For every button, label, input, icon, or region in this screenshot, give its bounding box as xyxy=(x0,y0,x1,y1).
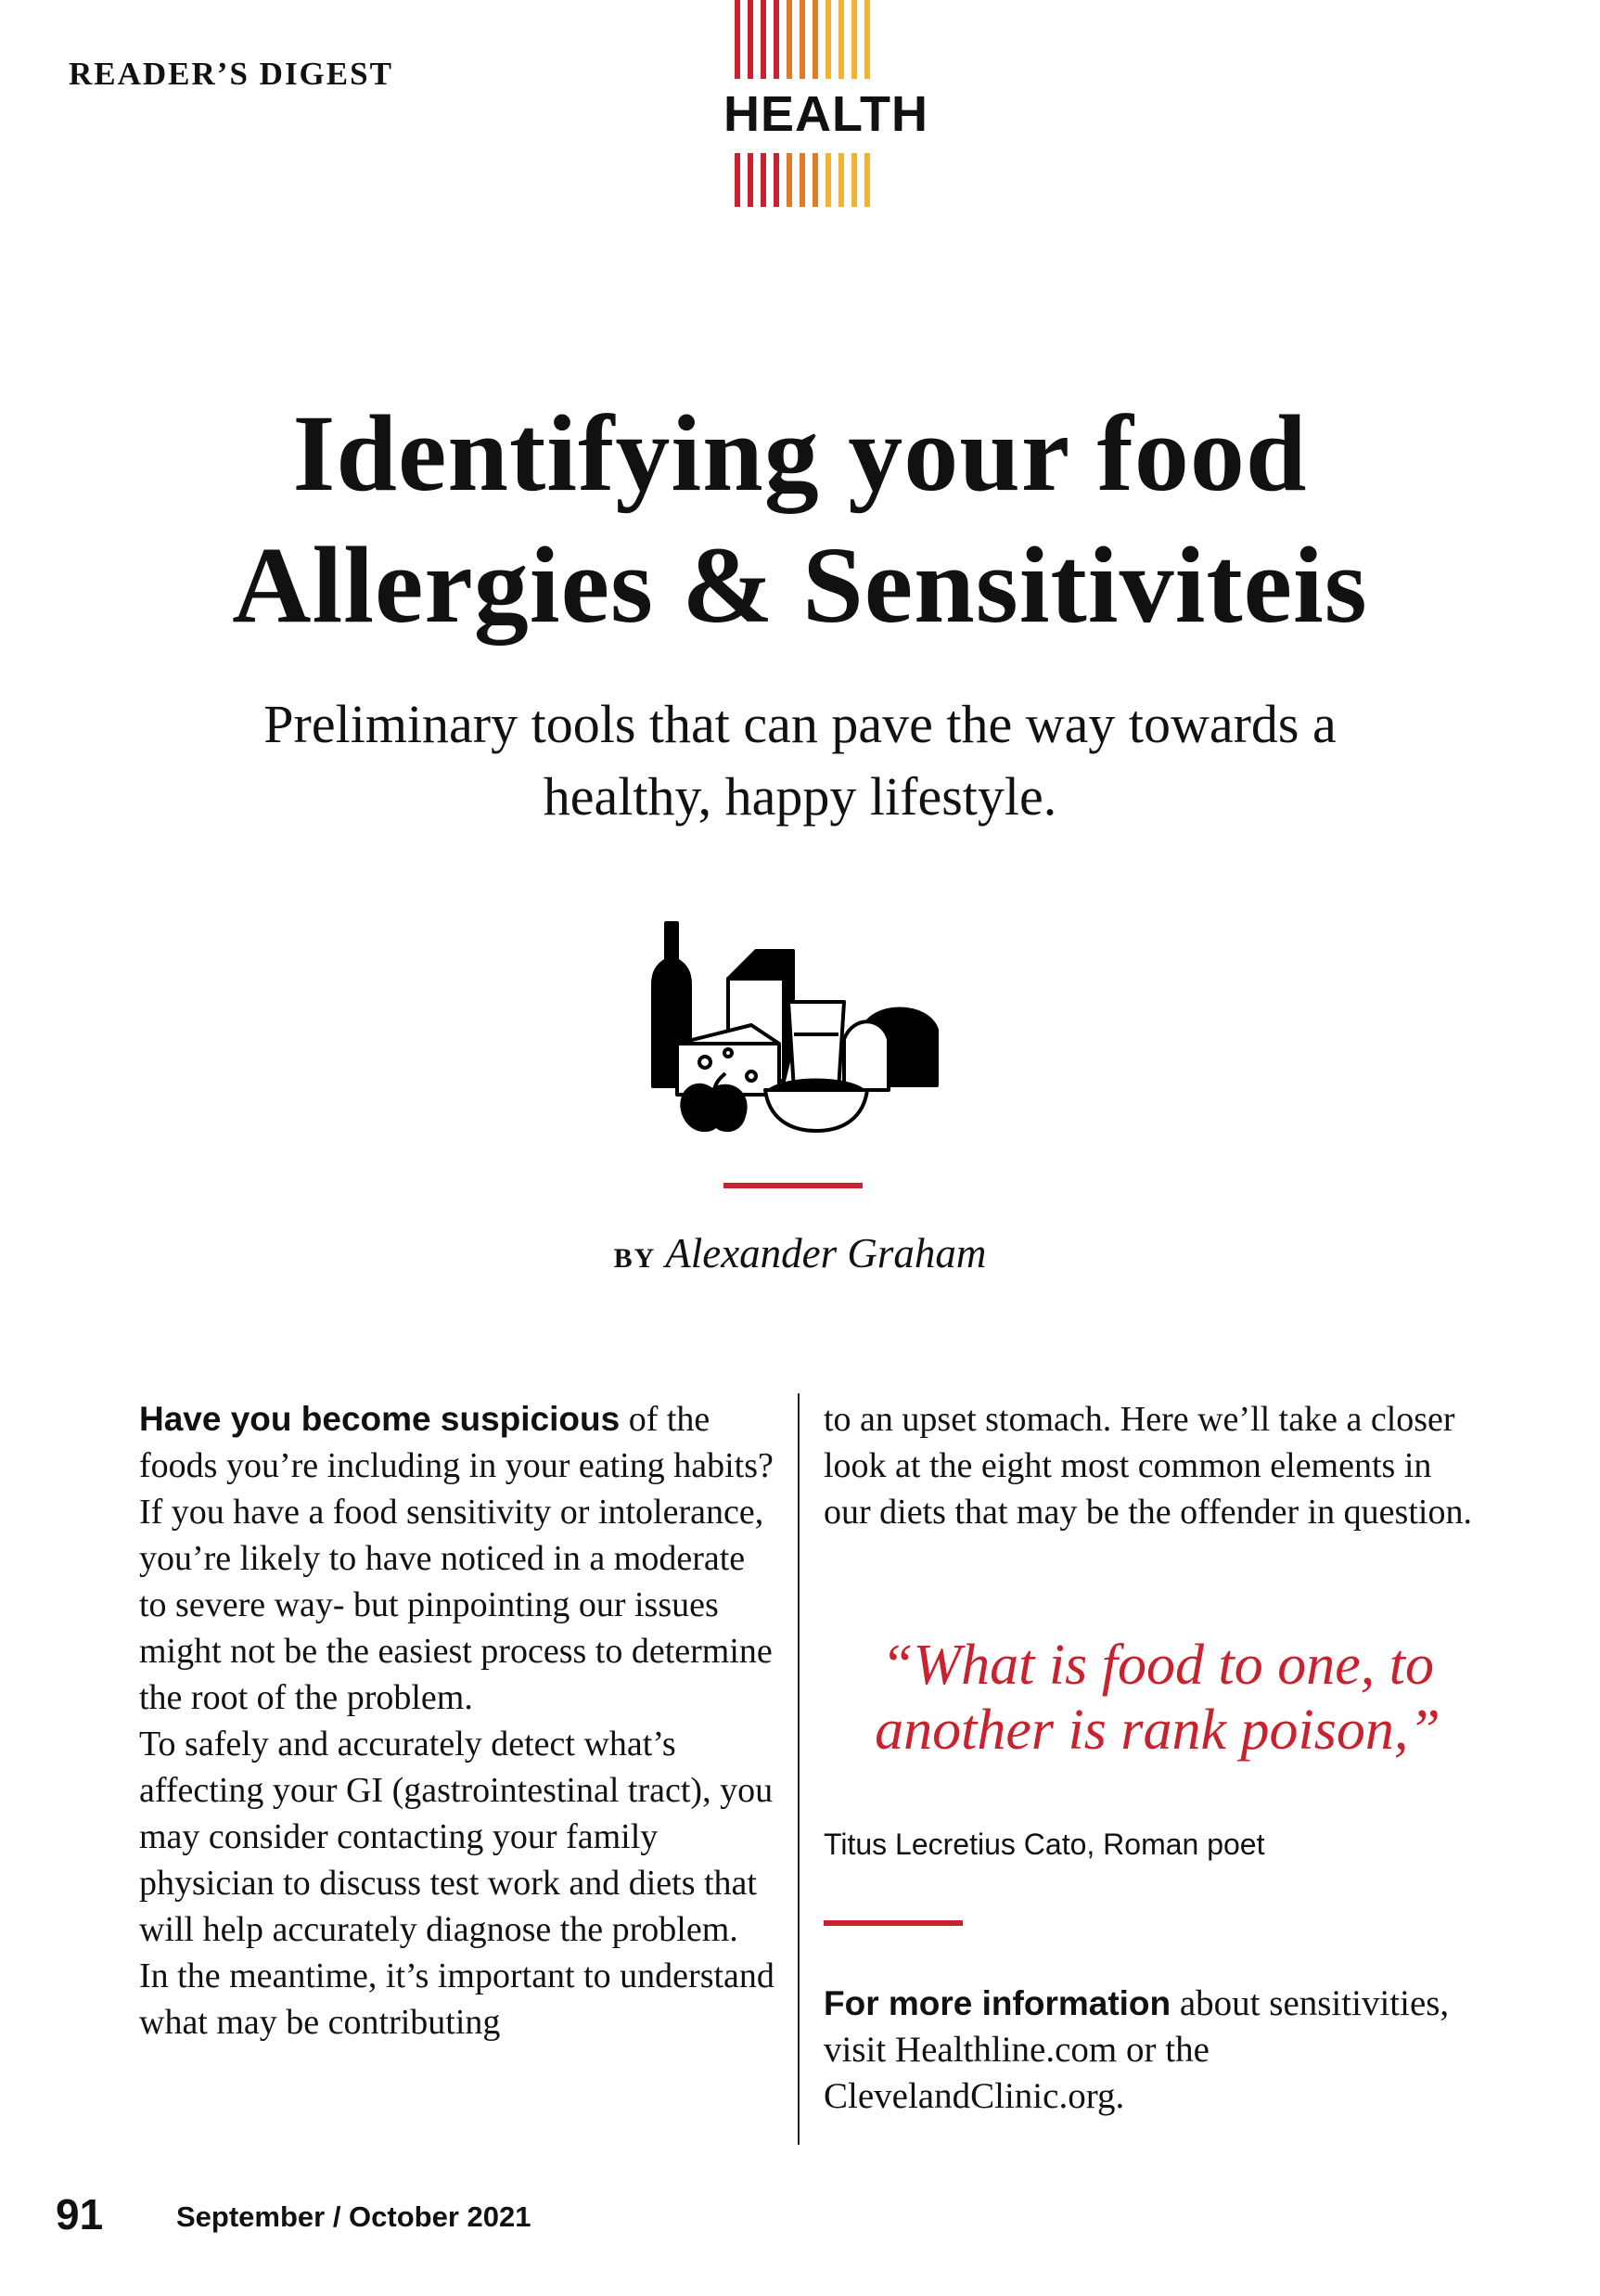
subtitle-line-2: healthy, happy lifestyle. xyxy=(543,766,1057,827)
section-stripe xyxy=(735,153,740,207)
section-stripe xyxy=(774,0,779,79)
title-line-2: Allergies & Sensitiviteis xyxy=(232,524,1368,646)
section-stripe xyxy=(800,153,805,207)
article-subtitle xyxy=(139,688,1461,833)
section-stripe xyxy=(787,0,792,79)
byline xyxy=(427,1229,1173,1277)
quote-attribution: Titus Lecretius Cato, Roman poet xyxy=(824,1828,1265,1861)
body-column-right xyxy=(824,1396,1473,1535)
author-name: Alexander Graham xyxy=(665,1230,987,1276)
section-stripe xyxy=(838,0,844,79)
section-stripe xyxy=(748,0,753,79)
byline-prefix: BY xyxy=(613,1243,657,1274)
section-stripe xyxy=(813,0,818,79)
body-paragraph: In the meantime, it’s important to understand what may be contributing xyxy=(139,1956,774,2042)
more-info xyxy=(824,1981,1473,2120)
section-stripe xyxy=(800,0,805,79)
section-stripe xyxy=(748,153,753,207)
section-stripe xyxy=(826,153,831,207)
body-paragraph: To safely and accurately detect what’s affecting your GI (gastrointestinal tract), you may consider contacting your family physician to discuss test work and diets that will help accurately diagnose the problem. xyxy=(139,1725,774,1949)
subtitle-line-1: Preliminary tools that can pave the way towards a xyxy=(263,694,1337,754)
body-text: of the foods you’re including in your eating habits? If you have a food sensitivity or intolerance, you’re likely to have noticed in a moderate to severe way- but pinpointing our issues might not be the easiest process to determine the root of the problem. xyxy=(139,1400,774,1717)
section-stripe xyxy=(851,0,857,79)
section-stripe xyxy=(851,153,857,207)
body-column-left xyxy=(139,1396,779,2046)
food-still-life-icon xyxy=(640,914,946,1136)
section-stripe xyxy=(735,0,740,79)
title-divider xyxy=(723,1183,863,1188)
lead-in: Have you become suspicious xyxy=(139,1400,621,1438)
page-number: 91 xyxy=(56,2190,104,2238)
more-info-lead: For more information xyxy=(824,1984,1171,2022)
section-stripe xyxy=(761,0,766,79)
article-title xyxy=(56,388,1544,651)
issue-date: September / October 2021 xyxy=(176,2200,531,2233)
section-stripe xyxy=(864,0,870,79)
section-stripe xyxy=(864,153,870,207)
section-stripe xyxy=(787,153,792,207)
more-info-text: about sensitivities, visit Healthline.com or the ClevelandClinic.org. xyxy=(824,1983,1450,2116)
section-stripe xyxy=(826,0,831,79)
body-paragraph: to an upset stomach. Here we’ll take a closer look at the eight most common elements in our diets that may be the offender in question. xyxy=(824,1400,1472,1532)
title-line-1: Identifying your food xyxy=(292,392,1308,514)
column-divider xyxy=(798,1393,800,2145)
masthead: READER’S DIGEST xyxy=(69,56,393,92)
section-stripe xyxy=(838,153,844,207)
section-stripe xyxy=(761,153,766,207)
pull-quote: “What is food to one, to another is rank poison,” xyxy=(875,1634,1440,1762)
body-paragraph xyxy=(139,1396,779,1721)
section-logo xyxy=(723,0,928,213)
section-label: HEALTH xyxy=(723,86,928,142)
section-stripe xyxy=(813,153,818,207)
quote-divider xyxy=(824,1920,963,1926)
section-stripe xyxy=(774,153,779,207)
